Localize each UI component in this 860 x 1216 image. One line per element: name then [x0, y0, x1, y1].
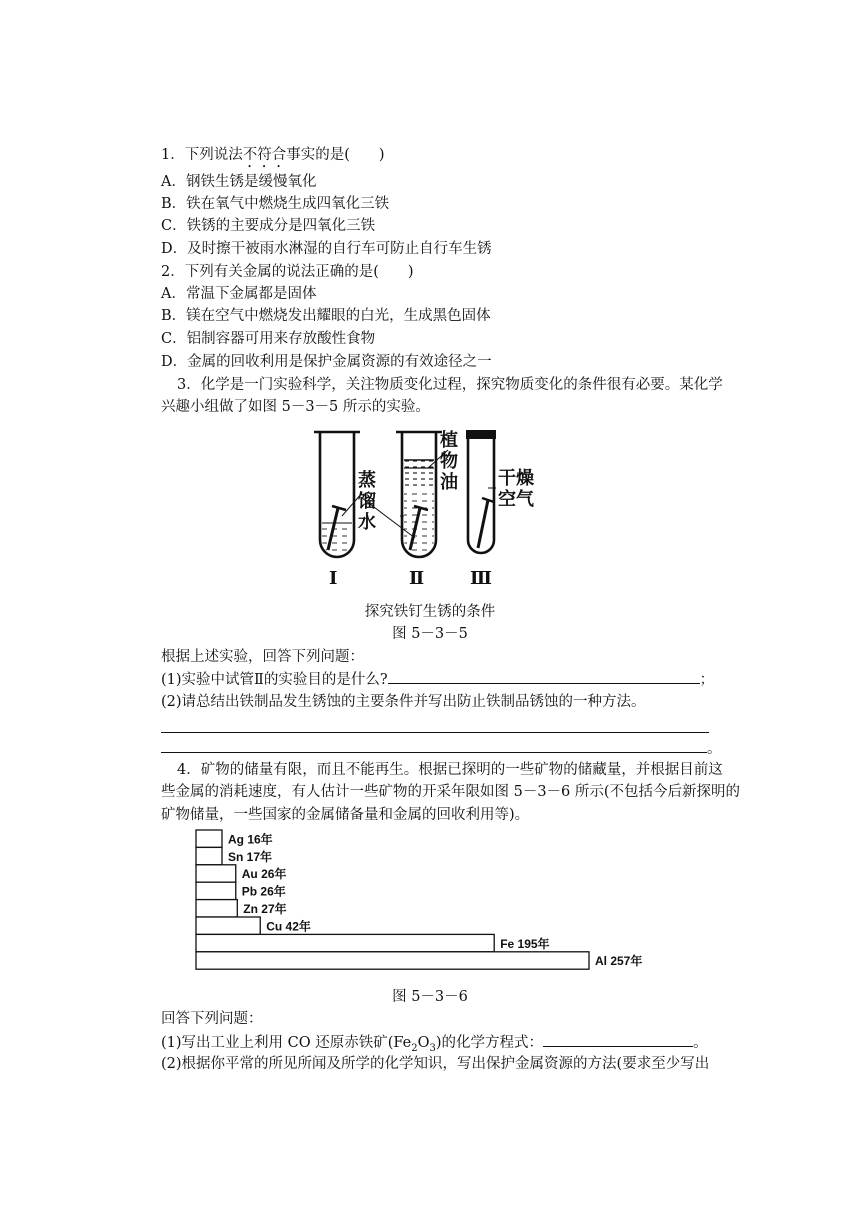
q3-stem-line2: 兴趣小组做了如图 5－3－5 所示的实验。	[161, 399, 430, 415]
bar-al	[196, 952, 589, 969]
label-distilled-water: 蒸馏水	[358, 470, 376, 533]
bar-ag	[196, 830, 222, 847]
bar-sn	[196, 847, 222, 864]
bar-label-ag: Ag 16年	[228, 832, 273, 847]
q3-sub2: (2)请总结出铁制品发生锈蚀的主要条件并写出防止铁制品锈蚀的一种方法。	[161, 694, 646, 710]
answer-line-2[interactable]: 。	[161, 737, 722, 760]
q4-sub1: (1)写出工业上利用 CO 还原赤铁矿$(Fe_2O_3)$的化学方程式： 。	[161, 1031, 708, 1060]
q1-stem: 1．下列说法不符合事实的是( )	[161, 147, 385, 163]
bar-zn	[196, 900, 237, 917]
q4-stem-line3: 矿物储量，一些国家的金属储备量和金属的回收利用等)。	[161, 807, 530, 823]
q2-option-b: B．镁在空气中燃烧发出耀眼的白光，生成黑色固体	[161, 308, 491, 324]
tube-label-1: Ⅰ	[329, 568, 338, 589]
answer-blank[interactable]	[388, 668, 700, 684]
q1-option-d: D．及时擦干被雨水淋湿的自行车可防止自行车生锈	[161, 241, 492, 257]
tube-1	[314, 432, 360, 557]
label-vegetable-oil: 植物油	[440, 430, 458, 493]
mining-years-chart	[190, 826, 670, 978]
q1-option-c: C．铁锈的主要成分是四氧化三铁	[161, 218, 376, 234]
bar-au	[196, 865, 236, 882]
q4-stem-line2: 些金属的消耗速度，有人估计一些矿物的开采年限如图 5－3－6 所示(不包括今后新探明的	[161, 784, 741, 800]
bar-pb	[196, 882, 236, 899]
figure-caption: 探究铁钉生锈的条件	[364, 604, 496, 620]
q4-sub2: (2)根据你平常的所见所闻及所学的化学知识，写出保护金属资源的方法(要求至少写出	[161, 1056, 710, 1072]
bar-label-sn: Sn 17年	[228, 849, 273, 864]
bar-label-al: Al 257年	[595, 954, 643, 969]
q1-option-a: A．钢铁生锈是缓慢氧化	[161, 174, 317, 190]
tube-2	[396, 432, 442, 557]
q2-option-c: C．铝制容器可用来存放酸性食物	[161, 331, 376, 347]
figure-number-5-3-6: 图 5－3－6	[392, 989, 468, 1005]
bar-label-cu: Cu 42年	[266, 919, 311, 934]
tube-label-2: Ⅱ	[409, 568, 425, 589]
q4-stem-line1: 4．矿物的储量有限，而且不能再生。根据已探明的一些矿物的储藏量，并根据目前这	[177, 762, 723, 778]
q2-option-a: A．常温下金属都是固体	[161, 286, 317, 302]
label-dry-air: 干燥空气	[498, 468, 534, 510]
q3-sub1: (1)实验中试管Ⅱ的实验目的是什么? ；	[161, 668, 714, 691]
answer-blank[interactable]	[543, 1031, 693, 1047]
bar-cu	[196, 917, 260, 934]
bar-label-pb: Pb 26年	[241, 884, 286, 899]
bar-fe	[196, 934, 494, 951]
q2-option-d: D．金属的回收利用是保护金属资源的有效途径之一	[161, 354, 492, 370]
figure-number-5-3-5: 图 5－3－5	[392, 626, 468, 642]
answer-line[interactable]	[161, 732, 709, 733]
q3-stem-line1: 3．化学是一门实验科学，关注物质变化过程，探究物质变化的条件很有必要。某化学	[177, 377, 723, 393]
tube-label-3: Ⅲ	[470, 568, 492, 589]
q3-intro: 根据上述实验，回答下列问题：	[161, 649, 364, 665]
bar-label-zn: Zn 27年	[243, 902, 287, 916]
bar-label-au: Au 26年	[241, 867, 287, 882]
q2-stem: 2．下列有关金属的说法正确的是( )	[161, 264, 414, 280]
bar-label-fe: Fe 195年	[500, 936, 550, 951]
tube-3	[466, 430, 496, 553]
q4-intro: 回答下列问题：	[161, 1011, 263, 1027]
q1-option-b: B．铁在氧气中燃烧生成四氧化三铁	[161, 196, 390, 212]
